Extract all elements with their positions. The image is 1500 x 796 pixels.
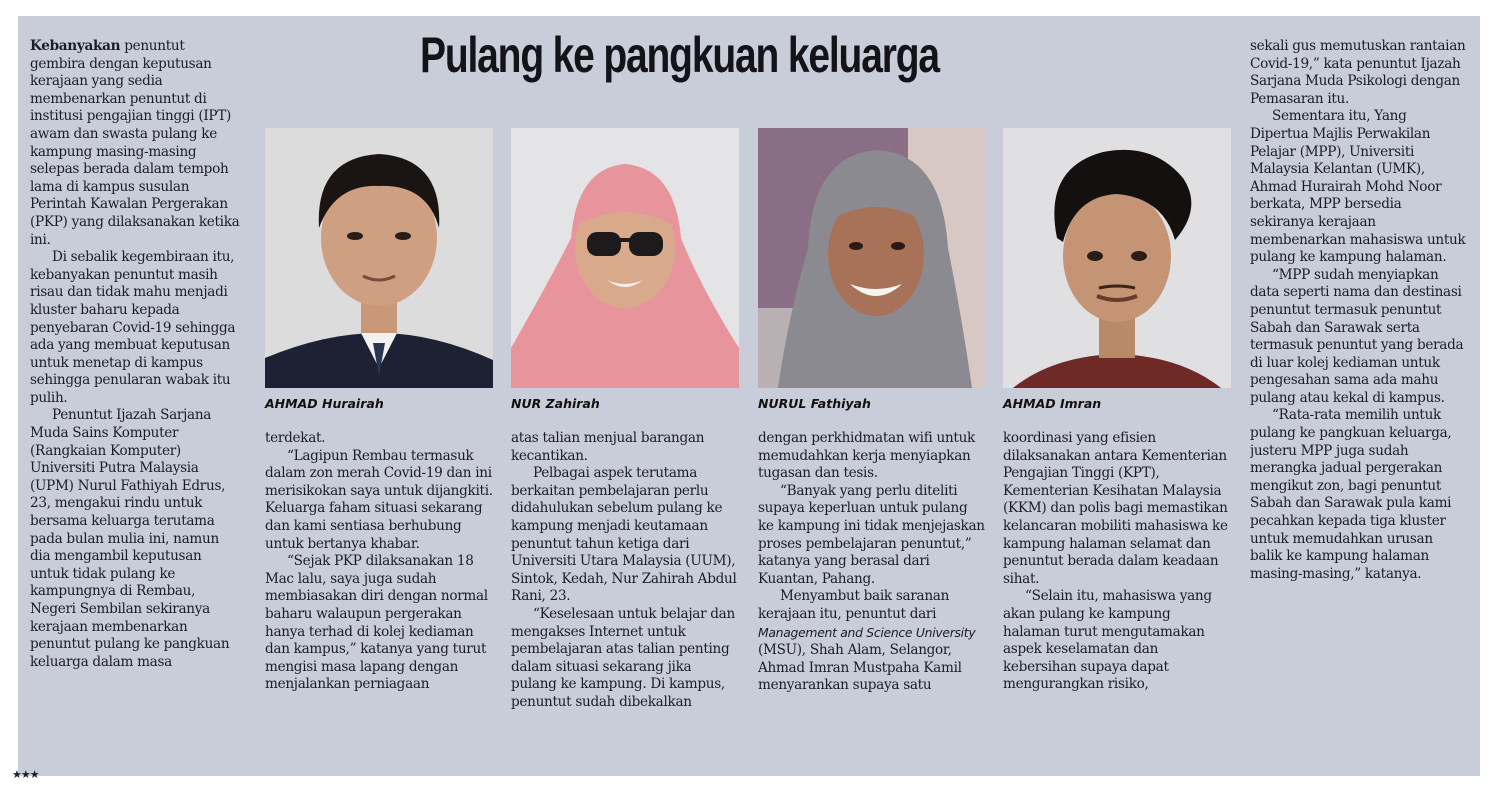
photo-caption: NUR Zahirah — [511, 396, 600, 411]
paragraph: koordinasi yang efisien dilaksanakan antara Kementerian Pengajian Tinggi (KPT), Kementerian Kesihatan Malaysia (KKM) dan polis bagi memastikan kelancaran mobiliti mahasiswa ke kampung halaman selamat dan penuntut berada dalam keadaan sihat. — [1003, 430, 1228, 587]
article-column-5 — [1003, 430, 1231, 770]
paragraph-text: penuntut gembira dengan keputusan kerajaan yang sedia membenarkan penuntut di institusi pengajian tinggi (IPT) awam dan swasta pulang ke kampung masing-masing selepas berada dalam tempoh lama di kampus susulan Perintah Kawalan Pergerakan (PKP) yang dilaksanakan ketika ini. — [30, 38, 240, 248]
photo-nurul-fathiyah — [758, 128, 986, 388]
article-column-2 — [265, 430, 493, 770]
portrait-image — [1003, 128, 1231, 388]
paragraph — [758, 588, 986, 695]
paragraph: Di sebalik kegembiraan itu, kebanyakan penuntut masih risau dan tidak mahu menjadi kluster baharu kepada penyebaran Covid-19 sehingga ada yang membuat keputusan untuk menetap di kampus sehingga penularan wabak itu pulih. — [30, 249, 236, 406]
paragraph: “Selain itu, mahasiswa yang akan pulang ke kampung halaman turut mengutamakan aspek keselamatan dan kebersihan supaya dapat mengurangkan risiko, — [1003, 588, 1212, 693]
photo-caption: NURUL Fathiyah — [758, 396, 871, 411]
paragraph: Pelbagai aspek terutama berkaitan pembelajaran perlu didahulukan sebelum pulang ke kampung menjadi keutamaan penuntut tahun ketiga dari Universiti Utara Malaysia (UUM), Sintok, Kedah, Nur Zahirah Abdul Rani, 23. — [511, 465, 737, 605]
paragraph-text: (MSU), Shah Alam, Selangor, Ahmad Imran Mustpaha Kamil menyarankan supaya satu — [758, 642, 962, 694]
paragraph: atas talian menjual barangan kecantikan. — [511, 430, 705, 464]
paragraph: dengan perkhidmatan wifi untuk memudahkan kerja menyiapkan tugasan dan tesis. — [758, 430, 975, 482]
photo-ahmad-imran — [1003, 128, 1231, 388]
article-headline: Pulang ke pangkuan keluarga — [420, 27, 939, 83]
end-mark: ★★★ — [12, 768, 39, 781]
paragraph — [30, 38, 240, 249]
paragraph: sekali gus memutuskan rantaian Covid-19,” kata penuntut Ijazah Sarjana Muda Psikologi dengan Pemasaran itu. — [1250, 38, 1466, 107]
paragraph: “MPP sudah menyiapkan data seperti nama dan destinasi penuntut termasuk penuntut Sabah dan Sarawak serta termasuk penuntut yang berada di luar kolej kediaman untuk pengesahan sama ada mahu pulang atau kekal di kampus. — [1250, 266, 1464, 406]
photo-caption: AHMAD Hurairah — [265, 396, 384, 411]
photo-nur-zahirah — [511, 128, 739, 388]
portrait-image — [511, 128, 739, 388]
paragraph: “Lagipun Rembau termasuk dalam zon merah Covid-19 dan ini merisikokan saya untuk dijangkiti. Keluarga faham situasi sekarang dan kami sentiasa berhubung untuk bertanya khabar. — [265, 447, 493, 552]
paragraph: “Banyak yang perlu diteliti supaya keperluan untuk pulang ke kampung ini tidak menjejaskan proses pembelajaran penuntut,” katanya yang berasal dari Kuantan, Pahang. — [758, 482, 985, 587]
portrait-image — [265, 128, 493, 388]
paragraph: “Rata-rata memilih untuk pulang ke pangkuan keluarga, justeru MPP juga sudah merangka jadual pergerakan mengikut zon, bagi penuntut Sabah dan Sarawak pula kami pecahkan kepada tiga kluster untuk memudahkan urusan balik ke kampung halaman masing-masing,” katanya. — [1250, 407, 1452, 582]
paragraph: “Keselesaan untuk belajar dan mengakses Internet untuk pembelajaran atas talian penting dalam situasi sekarang jika pulang ke kampung. Di kampus, penuntut sudah dibekalkan — [511, 605, 735, 710]
paragraph: Penuntut Ijazah Sarjana Muda Sains Komputer (Rangkaian Komputer) Universiti Putra Malaysia (UPM) Nurul Fathiyah Edrus, 23, mengakui rindu untuk bersama keluarga terutama pada bulan mulia ini, namun dia mengambil keputusan untuk tidak pulang ke kampungnya di Rembau, Negeri Sembilan sekiranya kerajaan membenarkan penuntut pulang ke pangkuan keluarga dalam masa — [30, 407, 230, 670]
paragraph: Sementara itu, Yang Dipertua Majlis Perwakilan Pelajar (MPP), Universiti Malaysia Kelantan (UMK), Ahmad Hurairah Mohd Noor berkata, MPP bersedia sekiranya kerajaan membenarkan mahasiswa untuk pulang ke kampung halaman. — [1250, 108, 1466, 266]
portrait-image — [758, 128, 986, 388]
article-column-6 — [1250, 38, 1468, 770]
paragraph: terdekat. — [265, 430, 326, 446]
article-column-4 — [758, 430, 986, 770]
photo-caption: AHMAD Imran — [1003, 396, 1102, 411]
photo-ahmad-hurairah — [265, 128, 493, 388]
paragraph: “Sejak PKP dilaksanakan 18 Mac lalu, saya juga sudah membiasakan diri dengan normal baharu walaupun pergerakan hanya terhad di kolej kediaman dan kampus,” katanya yang turut mengisi masa lapang dengan menjalankan perniagaan — [265, 553, 488, 693]
university-name: Management and Science University — [758, 624, 976, 640]
article-column-1 — [30, 38, 240, 768]
article-column-3 — [511, 430, 737, 770]
lead-word: Kebanyakan — [30, 38, 121, 54]
paragraph-text: Menyambut baik saranan kerajaan itu, penuntut dari — [758, 588, 950, 622]
